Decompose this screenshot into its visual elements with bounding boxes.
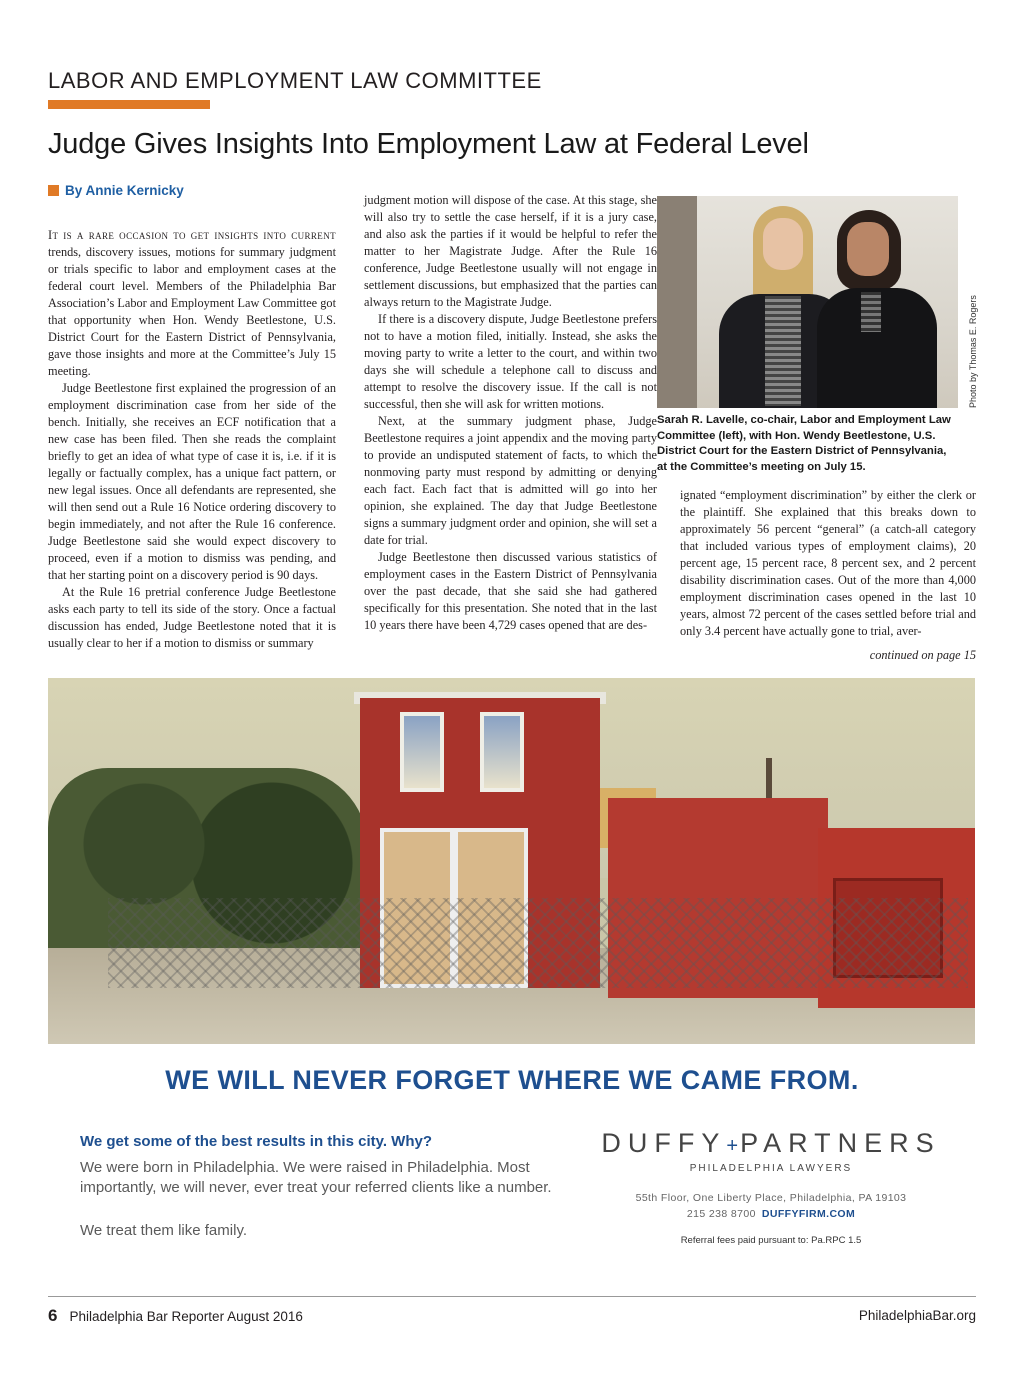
article-column-3 <box>680 487 976 640</box>
article-column-1 <box>48 227 336 652</box>
photo-caption: Sarah R. Lavelle, co-chair, Labor and Employment Law Committee (left), with Hon. Wendy Beetlestone, U.S. District Court for the Eastern District of Pennsylvania, at the Committee’s meeting on July 15. <box>657 414 951 473</box>
footer-left <box>48 1306 303 1326</box>
logo-subtitle: PHILADELPHIA LAWYERS <box>689 1163 853 1174</box>
page-number: 6 <box>48 1306 58 1325</box>
ad-contact <box>596 1208 946 1220</box>
article-paragraph: judgment motion will dispose of the case. At this stage, she will also try to settle the case herself, if it is a jury case, and also ask the parties if it would be helpful to refer the matter to her Magistrate Judge. After the Rule 16 conference, Judge Beetlestone usually will not engage in settlement discussions, but emphasized that the parties can always return to the Magistrate Judge. <box>364 193 657 309</box>
lead-in: It is a rare occasion to get insights into current <box>48 228 336 242</box>
byline-square-icon <box>48 185 59 196</box>
continued-note: continued on page 15 <box>869 648 976 662</box>
duffy-partners-logo: DUFFY+PARTNERS <box>601 1128 941 1158</box>
ad-body: We were born in Philadelphia. We were raised in Philadelphia. Most importantly, we will never, ever treat your referred clients like a number. <box>80 1159 552 1196</box>
footer-website-link[interactable]: PhiladelphiaBar.org <box>858 1308 976 1323</box>
article-paragraph: It is a rare occasion to get insights into current trends, discovery issues, motions for summary judgment or trials specific to labor and employment cases at the federal court level. Members of the Philadelphia Bar Association’s Labor and Employment Law Committee got that opportunity when Hon. Wendy Beetlestone, U.S. District Court for the Eastern District of Pennsylvania, gave those insights and more at the Committee’s July 15 meeting. <box>48 228 336 378</box>
ad-website-link[interactable]: DUFFYFIRM.COM <box>761 1208 856 1220</box>
judge-photo <box>657 196 958 408</box>
article-paragraph: ignated “employment discrimination” by either the clerk or the plaintiff. She explained that this breaks down to approximately 56 percent “general” (a catch-all category that included various types of employment claims), 20 percent age, 15 percent race, 8 percent sex, and 2 percent disability discrimination cases. Out of the more than 4,000 employment discrimination cases opened in the last 10 years, almost 72 percent of the cases settled before trial and only 3.4 percent have actually gone to trial, aver- <box>680 488 976 638</box>
publication-name: Philadelphia Bar Reporter August 2016 <box>69 1309 303 1324</box>
byline-author: By Annie Kernicky <box>65 183 184 198</box>
article-column-2 <box>364 192 657 634</box>
article-paragraph: Judge Beetlestone first explained the progression of an employment discrimination case from her side of the bench. Initially, she receives an ECF notification that a new case has been filed. Then she reads the complaint briefly to get an idea of what type of case it is, i.e. if it is legally or factually complex, has a unique fact pattern, or new legal issues. Once all defendants are represented, she will then send out a Rule 16 Notice ordering discovery to begin immediately, and not after the Rule 16 conference. Judge Beetlestone said she would expect discovery to proceed, even if a motion to dismiss was pending, and that her starting point on a discovery period is 90 days. <box>48 381 336 582</box>
article-paragraph: Judge Beetlestone then discussed various statistics of employment cases in the Eastern District of Pennsylvania over the past decade, that she said she had gathered specifically for this presentation. She noted that in the last 10 years there have been 4,729 cases opened that are des- <box>364 550 657 632</box>
footer-divider <box>48 1296 976 1297</box>
article-headline: Judge Gives Insights Into Employment Law at Federal Level <box>48 128 809 160</box>
section-accent-bar <box>48 100 210 109</box>
article-paragraph: If there is a discovery dispute, Judge Beetlestone prefers not to have a motion filed, initially. Instead, she asks the moving party to write a letter to the court, and within two days she will schedule a telephone call to discuss and attempt to resolve the discovery issue. If the call is not successful, then she will ask for written motions. <box>364 312 657 411</box>
article-paragraph: Next, at the summary judgment phase, Judge Beetlestone requires a joint appendix and the moving party to provide an undisputed statement of facts, to which the nonmoving party must respond by admitting or denying each fact. Each fact that is admitted will go into her opinion, she explained. The day that Judge Beetlestone signs a summary judgment order and opinion, she will set a date for trial. <box>364 414 657 547</box>
ad-painting-image <box>48 678 975 1044</box>
photo-credit: Photo by Thomas E. Rogers <box>968 295 978 408</box>
ad-subhead: We get some of the best results in this city. Why? <box>80 1133 433 1150</box>
article-paragraph: At the Rule 16 pretrial conference Judge Beetlestone asks each party to tell its side of the story. Once a factual discussion has ended, Judge Beetlestone noted that it is usually clear to her if a motion to dismiss or summary <box>48 585 336 650</box>
ad-headline: WE WILL NEVER FORGET WHERE WE CAME FROM. <box>165 1065 859 1095</box>
byline <box>48 183 184 198</box>
ad-tagline: We treat them like family. <box>80 1222 247 1239</box>
section-label: LABOR AND EMPLOYMENT LAW COMMITTEE <box>48 68 542 93</box>
ad-address: 55th Floor, One Liberty Place, Philadelphia, PA 19103 <box>635 1192 907 1204</box>
ad-phone: 215 238 8700 <box>686 1208 756 1220</box>
ad-referral-note: Referral fees paid pursuant to: Pa.RPC 1.5 <box>680 1235 862 1246</box>
